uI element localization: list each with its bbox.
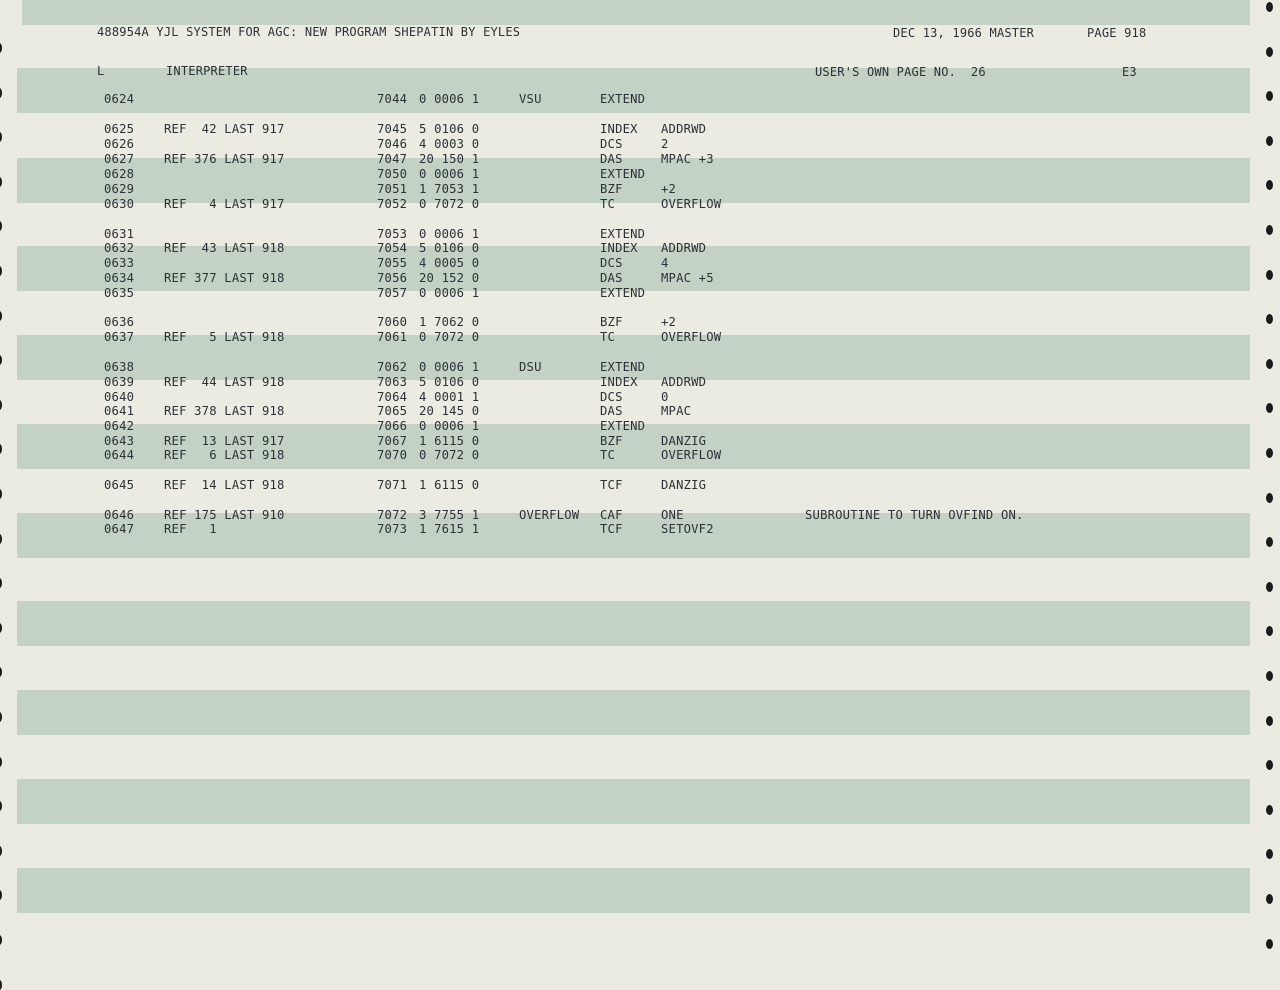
listing-octal-word: 0 0006 1 — [419, 360, 480, 374]
listing-line-number: 0629 — [104, 182, 135, 196]
listing-address: 7051 — [377, 182, 408, 196]
listing-operand: OVERFLOW — [661, 330, 722, 344]
green-bar-band — [17, 779, 1250, 824]
listing-opcode: TC — [600, 330, 616, 344]
listing-line-number: 0631 — [104, 227, 135, 241]
listing-octal-word: 20 152 0 — [419, 271, 480, 285]
listing-octal-word: 20 145 0 — [419, 404, 480, 418]
listing-line-number: 0647 — [104, 522, 135, 536]
listing-opcode: CAF — [600, 508, 623, 522]
listing-opcode: INDEX — [600, 375, 638, 389]
tractor-hole-icon — [1266, 805, 1273, 815]
listing-opcode: DCS — [600, 137, 623, 151]
listing-line-number: 0635 — [104, 286, 135, 300]
listing-opcode: BZF — [600, 182, 623, 196]
tractor-hole-icon — [1266, 582, 1273, 592]
tractor-hole-icon — [1266, 180, 1273, 190]
tractor-hole-icon — [0, 221, 2, 231]
listing-address: 7052 — [377, 197, 408, 211]
listing-octal-word: 4 0001 1 — [419, 390, 480, 404]
listing-address: 7056 — [377, 271, 408, 285]
user-page-number: USER'S OWN PAGE NO. 26 — [815, 65, 986, 79]
listing-octal-word: 0 0006 1 — [419, 167, 480, 181]
tractor-hole-icon — [0, 578, 2, 588]
listing-address: 7044 — [377, 92, 408, 106]
listing-address: 7046 — [377, 137, 408, 151]
listing-octal-word: 0 7072 0 — [419, 197, 480, 211]
listing-octal-word: 0 0006 1 — [419, 286, 480, 300]
listing-operand: OVERFLOW — [661, 197, 722, 211]
listing-operand: DANZIG — [661, 434, 707, 448]
listing-line-number: 0627 — [104, 152, 135, 166]
listing-line-number: 0633 — [104, 256, 135, 270]
listing-opcode: BZF — [600, 315, 623, 329]
tractor-hole-icon — [1266, 225, 1273, 235]
listing-address: 7053 — [377, 227, 408, 241]
listing-octal-word: 3 7755 1 — [419, 508, 480, 522]
tractor-hole-icon — [0, 980, 2, 990]
listing-reference: REF 43 LAST 918 — [164, 241, 285, 255]
listing-opcode: EXTEND — [600, 167, 646, 181]
listing-octal-word: 1 7062 0 — [419, 315, 480, 329]
listing-reference: REF 13 LAST 917 — [164, 434, 285, 448]
tractor-hole-icon — [1266, 716, 1273, 726]
listing-address: 7064 — [377, 390, 408, 404]
listing-operand: SETOVF2 — [661, 522, 714, 536]
listing-line-number: 0646 — [104, 508, 135, 522]
tractor-hole-icon — [1266, 939, 1273, 949]
tractor-hole-icon — [1266, 91, 1273, 101]
listing-octal-word: 1 6115 0 — [419, 434, 480, 448]
listing-reference: REF 4 LAST 917 — [164, 197, 285, 211]
listing-line-number: 0643 — [104, 434, 135, 448]
listing-operand: +2 — [661, 315, 677, 329]
listing-reference: REF 376 LAST 917 — [164, 152, 285, 166]
listing-reference: REF 6 LAST 918 — [164, 448, 285, 462]
tractor-hole-icon — [0, 355, 2, 365]
tractor-hole-icon — [0, 489, 2, 499]
listing-octal-word: 4 0005 0 — [419, 256, 480, 270]
tractor-hole-icon — [0, 801, 2, 811]
listing-octal-word: 20 150 1 — [419, 152, 480, 166]
listing-comment: SUBROUTINE TO TURN OVFIND ON. — [805, 508, 1024, 522]
listing-octal-word: 1 7615 1 — [419, 522, 480, 536]
listing-label: OVERFLOW — [519, 508, 580, 522]
top-green-band — [22, 0, 1250, 25]
listing-label: VSU — [519, 92, 542, 106]
listing-octal-word: 4 0003 0 — [419, 137, 480, 151]
listing-opcode: DCS — [600, 256, 623, 270]
listing-octal-word: 0 0006 1 — [419, 92, 480, 106]
green-bar-band — [17, 690, 1250, 735]
listing-octal-word: 1 6115 0 — [419, 478, 480, 492]
listing-opcode: INDEX — [600, 241, 638, 255]
tractor-hole-icon — [0, 534, 2, 544]
listing-reference: REF 44 LAST 918 — [164, 375, 285, 389]
tractor-hole-icon — [1266, 136, 1273, 146]
listing-address: 7057 — [377, 286, 408, 300]
listing-address: 7062 — [377, 360, 408, 374]
listing-opcode: EXTEND — [600, 92, 646, 106]
listing-line-number: 0624 — [104, 92, 135, 106]
listing-line-number: 0637 — [104, 330, 135, 344]
listing-opcode: EXTEND — [600, 286, 646, 300]
listing-address: 7055 — [377, 256, 408, 270]
listing-reference: REF 5 LAST 918 — [164, 330, 285, 344]
listing-opcode: INDEX — [600, 122, 638, 136]
tractor-hole-icon — [1266, 626, 1273, 636]
tractor-hole-icon — [1266, 270, 1273, 280]
listing-line-number: 0638 — [104, 360, 135, 374]
listing-octal-word: 0 7072 0 — [419, 448, 480, 462]
listing-opcode: EXTEND — [600, 419, 646, 433]
tractor-hole-icon — [0, 712, 2, 722]
listing-octal-word: 5 0106 0 — [419, 241, 480, 255]
listing-octal-word: 0 0006 1 — [419, 419, 480, 433]
listing-operand: DANZIG — [661, 478, 707, 492]
listing-reference: REF 1 — [164, 522, 217, 536]
listing-address: 7072 — [377, 508, 408, 522]
listing-opcode: DAS — [600, 152, 623, 166]
listing-octal-word: 0 0006 1 — [419, 227, 480, 241]
listing-reference: REF 377 LAST 918 — [164, 271, 285, 285]
listing-opcode: TC — [600, 197, 616, 211]
listing-opcode: DAS — [600, 271, 623, 285]
listing-line-number: 0644 — [104, 448, 135, 462]
green-bar-band — [17, 601, 1250, 646]
tractor-hole-icon — [1266, 314, 1273, 324]
listing-line-number: 0632 — [104, 241, 135, 255]
listing-address: 7066 — [377, 419, 408, 433]
tractor-hole-icon — [1266, 359, 1273, 369]
listing-opcode: TC — [600, 448, 616, 462]
listing-line-number: 0642 — [104, 419, 135, 433]
listing-opcode: BZF — [600, 434, 623, 448]
section-title: INTERPRETER — [166, 64, 248, 78]
listing-label: DSU — [519, 360, 542, 374]
listing-line-number: 0640 — [104, 390, 135, 404]
listing-line-number: 0636 — [104, 315, 135, 329]
listing-address: 7047 — [377, 152, 408, 166]
tractor-hole-icon — [1266, 537, 1273, 547]
listing-line-number: 0630 — [104, 197, 135, 211]
listing-octal-word: 1 7053 1 — [419, 182, 480, 196]
listing-line-number: 0641 — [104, 404, 135, 418]
listing-opcode: DCS — [600, 390, 623, 404]
tractor-hole-icon — [0, 400, 2, 410]
tractor-hole-icon — [0, 667, 2, 677]
listing-operand: ADDRWD — [661, 241, 707, 255]
listing-opcode: TCF — [600, 522, 623, 536]
tractor-hole-icon — [1266, 493, 1273, 503]
listing-operand: +2 — [661, 182, 677, 196]
listing-address: 7045 — [377, 122, 408, 136]
tractor-hole-icon — [1266, 403, 1273, 413]
tractor-hole-icon — [0, 444, 2, 454]
listing-operand: MPAC +5 — [661, 271, 714, 285]
listing-address: 7050 — [377, 167, 408, 181]
listing-operand: 0 — [661, 390, 669, 404]
tractor-hole-icon — [1266, 760, 1273, 770]
listing-octal-word: 5 0106 0 — [419, 122, 480, 136]
listing-line-number: 0625 — [104, 122, 135, 136]
listing-flag: L — [97, 64, 105, 78]
listing-operand: 2 — [661, 137, 669, 151]
listing-operand: ADDRWD — [661, 375, 707, 389]
tractor-hole-icon — [0, 177, 2, 187]
listing-line-number: 0626 — [104, 137, 135, 151]
tractor-hole-icon — [0, 132, 2, 142]
tractor-hole-icon — [1266, 671, 1273, 681]
listing-address: 7070 — [377, 448, 408, 462]
listing-reference: REF 42 LAST 917 — [164, 122, 285, 136]
listing-reference: REF 14 LAST 918 — [164, 478, 285, 492]
tractor-hole-icon — [0, 311, 2, 321]
tractor-hole-icon — [1266, 448, 1273, 458]
listing-reference: REF 175 LAST 910 — [164, 508, 285, 522]
listing-address: 7067 — [377, 434, 408, 448]
tractor-hole-icon — [1266, 47, 1273, 57]
listing-octal-word: 0 7072 0 — [419, 330, 480, 344]
tractor-hole-icon — [0, 757, 2, 767]
listing-reference: REF 378 LAST 918 — [164, 404, 285, 418]
listing-line-number: 0628 — [104, 167, 135, 181]
tractor-hole-icon — [1266, 894, 1273, 904]
listing-line-number: 0639 — [104, 375, 135, 389]
tractor-hole-icon — [1266, 2, 1273, 12]
listing-address: 7054 — [377, 241, 408, 255]
listing-address: 7061 — [377, 330, 408, 344]
listing-opcode: DAS — [600, 404, 623, 418]
listing-address: 7065 — [377, 404, 408, 418]
listing-opcode: EXTEND — [600, 360, 646, 374]
tractor-hole-icon — [0, 266, 2, 276]
listing-octal-word: 5 0106 0 — [419, 375, 480, 389]
listing-address: 7073 — [377, 522, 408, 536]
listing-line-number: 0645 — [104, 478, 135, 492]
listing-opcode: EXTEND — [600, 227, 646, 241]
job-title: 488954A YJL SYSTEM FOR AGC: NEW PROGRAM SHEPATIN BY EYLES — [97, 25, 521, 39]
section-code: E3 — [1122, 65, 1137, 79]
listing-address: 7063 — [377, 375, 408, 389]
tractor-hole-icon — [0, 43, 2, 53]
listing-line-number: 0634 — [104, 271, 135, 285]
tractor-hole-icon — [1266, 849, 1273, 859]
listing-operand: MPAC +3 — [661, 152, 714, 166]
listing-operand: ONE — [661, 508, 684, 522]
listing-operand: 4 — [661, 256, 669, 270]
listing-operand: MPAC — [661, 404, 692, 418]
tractor-hole-icon — [0, 623, 2, 633]
print-date: DEC 13, 1966 MASTER — [893, 26, 1035, 40]
listing-address: 7071 — [377, 478, 408, 492]
tractor-hole-icon — [0, 890, 2, 900]
listing-operand: OVERFLOW — [661, 448, 722, 462]
listing-address: 7060 — [377, 315, 408, 329]
tractor-hole-icon — [0, 935, 2, 945]
green-bar-band — [17, 868, 1250, 913]
page-number: PAGE 918 — [1087, 26, 1147, 40]
tractor-hole-icon — [0, 846, 2, 856]
listing-operand: ADDRWD — [661, 122, 707, 136]
tractor-hole-icon — [0, 88, 2, 98]
listing-opcode: TCF — [600, 478, 623, 492]
